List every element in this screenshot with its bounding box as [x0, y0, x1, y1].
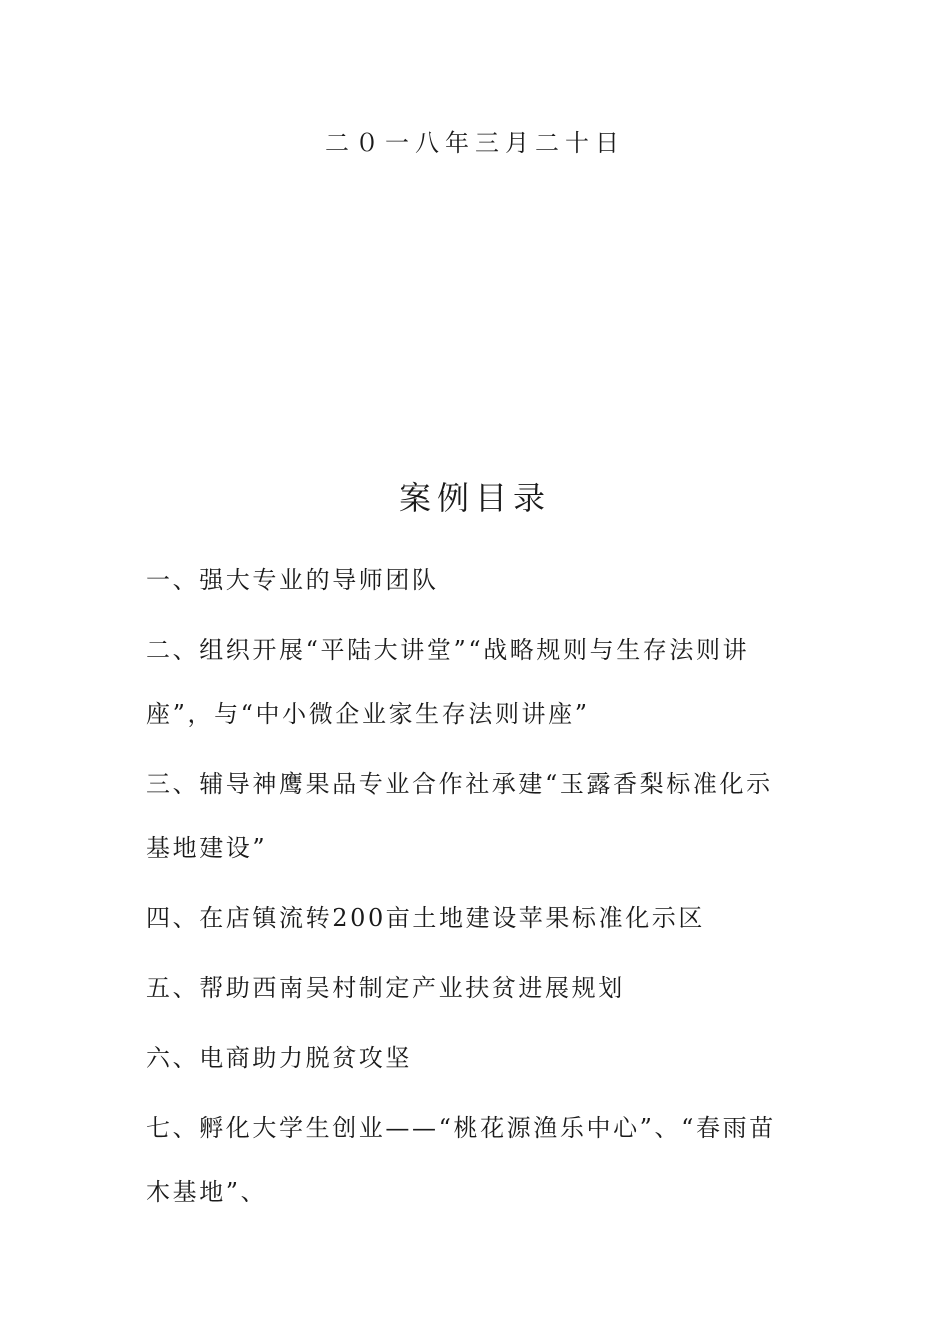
- document-date: 二０一八年三月二十日: [325, 129, 625, 157]
- toc-item: 三、辅导神鹰果品专业合作社承建“玉露香梨标准化示基地建设”: [146, 770, 773, 862]
- toc-list: [146, 548, 796, 1230]
- toc-title: 案例目录: [398, 479, 551, 517]
- toc-item: 四、在店镇流转200亩土地建设苹果标准化示区: [146, 904, 706, 932]
- toc-item: 五、帮助西南吴村制定产业扶贫进展规划: [146, 974, 625, 1002]
- toc-item: 七、孵化大学生创业——“桃花源渔乐中心”、“春雨苗木基地”、: [146, 1114, 776, 1206]
- toc-item: 一、强大专业的导师团队: [146, 566, 439, 594]
- toc-item: 六、电商助力脱贫攻坚: [146, 1044, 412, 1072]
- toc-item: 二、组织开展“平陆大讲堂”“战略规则与生存法则讲座”，与“中小微企业家生存法则讲座”: [146, 636, 750, 728]
